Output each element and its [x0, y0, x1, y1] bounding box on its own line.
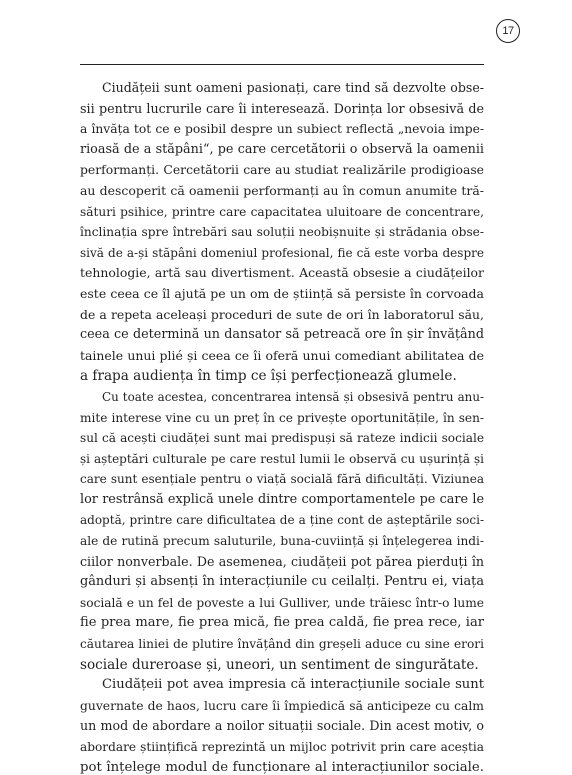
- text-line: pot înțelege modul de funcționare al interacțiunilor sociale.: [80, 759, 484, 775]
- text-line: sături psihice, printre care capacitatea uluitoare de concentrare,: [80, 204, 484, 219]
- text-line: este ceea ce îl ajută pe un om de știință să persiste în corvoada: [80, 285, 484, 301]
- text-line: căutarea liniei de plutire învățând din greșeli aduce cu sine erori: [80, 637, 484, 652]
- text-line: ale de rutină precum saluturile, buna-cuviință și înțelegerea indi-: [80, 534, 484, 549]
- text-line: socială e un fel de poveste a lui Gulliver, unde trăiesc într-o lume: [80, 595, 484, 610]
- text-line: ciilor nonverbale. De asemenea, ciudățeii pot părea pierduți în: [80, 553, 484, 569]
- text-line: de a repeta aceleași proceduri de sute de ori în laboratorul său,: [80, 306, 484, 322]
- text-line: au descoperit că oamenii performanți au în comun anumite tră-: [80, 182, 484, 198]
- text-line: tainele unui plié și ceea ce îi oferă unui comediant abilitatea de: [80, 347, 484, 363]
- text-line: ceea ce determină un dansator să petreacă ore în șir învățând: [80, 327, 484, 343]
- text-line: sociale dureroase și, uneori, un sentiment de singurătate.: [80, 656, 479, 673]
- text-line: abordare științifică reprezintă un mijloc potrivit prin care aceștia: [80, 740, 484, 754]
- text-line: performanți. Cercetătorii care au studiat realizările prodigioase: [80, 163, 484, 178]
- text-line: tehnologie, artă sau divertisment. Această obsesie a ciudățeilor: [80, 265, 484, 281]
- text-line: fie prea mare, fie prea mică, fie prea caldă, fie prea rece, iar: [80, 615, 484, 631]
- text-line: gânduri și absenți în interacțiunile cu ceilalți. Pentru ei, viața: [80, 574, 484, 590]
- text-line: sivă de a-și stăpâni domeniul profesional, fie că este vorba despre: [80, 245, 484, 260]
- text-line: sul că acești ciudăței sunt mai predispuși să rateze indicii sociale: [80, 431, 484, 446]
- text-line: lor restrânsă explică unele dintre comportamentele pe care le: [80, 491, 484, 507]
- text-line: Ciudățeii pot avea impresia că interacțiunile sociale sunt: [102, 677, 484, 693]
- text-line: rioasă de a stăpâni“, pe care cercetătorii o observă la oamenii: [80, 141, 484, 157]
- paragraph-3: [80, 675, 484, 775]
- text-line: guvernate de haos, lucru care îi împiedică să anticipeze cu calm: [80, 698, 484, 713]
- text-line: Ciudățeii sunt oameni pasionați, care tind să dezvolte obse-: [102, 80, 484, 95]
- text-line: adoptă, printre care dificultatea de a ține cont de așteptările soci-: [80, 513, 484, 528]
- text-line: Cu toate acestea, concentrarea intensă și obsesivă pentru anu-: [102, 389, 484, 404]
- header-rule: [80, 64, 484, 65]
- text-line: sii pentru lucrurile care îi interesează. Dorința lor obsesivă de: [80, 100, 484, 116]
- text-line: un mod de abordare a noilor situații sociale. Din acest motiv, o: [80, 718, 484, 734]
- text-line: și așteptări culturale pe care restul lumii le observă cu ușurință și: [80, 451, 484, 466]
- text-line: a învăța tot ce e posibil despre un subiect reflectă „nevoia impe-: [80, 122, 484, 137]
- body-text: [80, 78, 484, 775]
- page-number: 17: [496, 19, 520, 43]
- text-line: a frapa audiența în timp ce își perfecționează glumele.: [80, 368, 457, 385]
- paragraph-1: [80, 78, 484, 387]
- text-line: înclinația spre întrebări sau soluții neobișnuite și strădania obse-: [80, 225, 484, 240]
- text-line: care sunt esențiale pentru o viață socială fără dificultăți. Viziunea: [80, 472, 484, 487]
- text-line: mite interese vine cu un preț în ce privește oportunitățile, în sen-: [80, 410, 484, 425]
- paragraph-2: [80, 387, 484, 675]
